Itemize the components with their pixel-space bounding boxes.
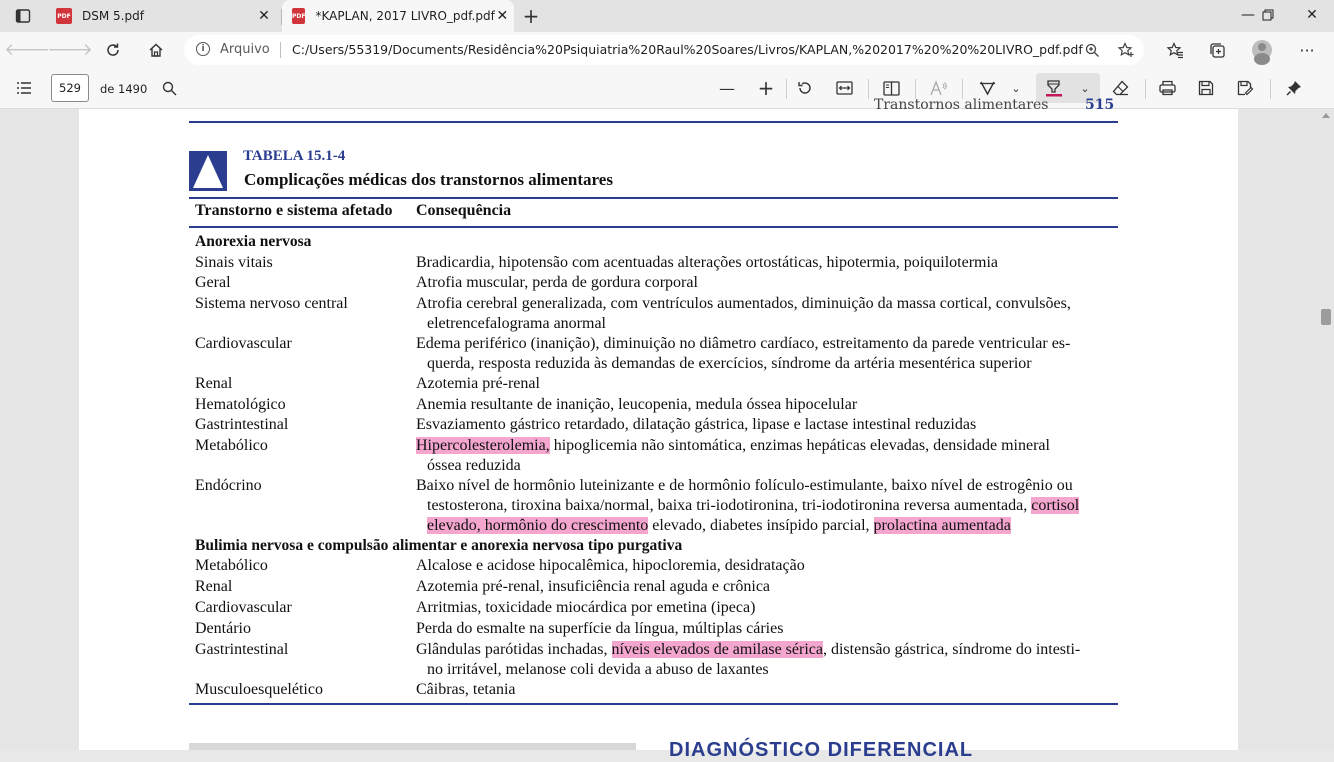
row-consequence — [416, 640, 1136, 680]
tab-actions-button[interactable] — [6, 4, 40, 28]
add-favorite-icon[interactable] — [1114, 38, 1138, 62]
text-run: elevado, diabetes insípido parcial, — [648, 517, 874, 534]
find-button[interactable] — [154, 74, 184, 102]
save-icon — [1198, 80, 1214, 96]
save-as-button[interactable] — [1230, 74, 1260, 102]
text-run: testosterona, tiroxina baixa/normal, baixa tri-iodotironina, tri-iodotironina reversa aumentada, — [427, 497, 1032, 514]
tab-actions-icon — [15, 8, 31, 24]
next-section-heading: DIAGNÓSTICO DIFERENCIAL — [669, 739, 974, 761]
zoom-icon[interactable] — [1080, 38, 1104, 62]
close-tab-button[interactable]: ✕ — [258, 8, 270, 24]
toolbar-separator — [962, 79, 963, 99]
column-header-consequence: Consequência — [416, 202, 512, 219]
row-system: Renal — [195, 578, 233, 595]
highlight-annotation[interactable]: Hipercolesterolemia, — [416, 437, 550, 454]
draw-options-chevron-down-icon[interactable]: ⌄ — [1011, 81, 1021, 95]
refresh-button[interactable] — [98, 36, 128, 64]
zoom-out-button[interactable]: — — [719, 78, 735, 98]
list-icon — [16, 81, 32, 95]
url-text[interactable]: C:/Users/55319/Documents/Residência%20Psiquiatria%20Raul%20Soares/Livros/KAPLAN,%202017%20%20%20LIVRO_pdf.pdf — [292, 42, 1083, 57]
tab-kaplan[interactable] — [282, 0, 514, 32]
consequence-line: óssea reduzida — [427, 457, 521, 474]
tab-dsm5[interactable] — [46, 0, 280, 32]
row-system: Renal — [195, 375, 233, 392]
read-aloud-icon — [930, 81, 948, 96]
restore-icon — [1262, 9, 1274, 21]
consequence-line — [416, 436, 1136, 456]
section-heading-bulimia: Bulimia nervosa e compulsão alimentar e anorexia nervosa tipo purgativa — [195, 537, 683, 554]
running-head: Transtornos alimentares — [874, 97, 1049, 113]
pdf-toolbar — [0, 68, 1334, 109]
row-system: Geral — [195, 274, 231, 291]
search-icon — [162, 81, 177, 96]
consequence-line: eletrencefalograma anormal — [427, 315, 606, 332]
highlight-annotation[interactable]: cortisol — [1031, 497, 1080, 514]
row-consequence — [416, 415, 1136, 435]
consequence-line — [416, 496, 1136, 516]
row-consequence — [416, 436, 1136, 476]
row-system: Endócrino — [195, 477, 262, 494]
profile-avatar-icon[interactable] — [1252, 40, 1272, 60]
row-system: Metabólico — [195, 557, 268, 574]
consequence-line: Arritmias, toxicidade miocárdica por emetina (ipeca) — [416, 599, 756, 616]
page-total: de 1490 — [100, 82, 148, 96]
draw-icon — [979, 80, 996, 96]
consequence-line: querda, resposta reduzida às demandas de exercícios, síndrome da artéria mesentérica superior — [427, 355, 1032, 372]
row-consequence — [416, 577, 1136, 597]
table-header-rule — [189, 226, 1118, 228]
page-view-icon — [883, 81, 900, 96]
toolbar-separator — [786, 79, 787, 99]
row-system: Sinais vitais — [195, 254, 273, 271]
favorites-button[interactable] — [1160, 36, 1190, 64]
settings-menu-button[interactable]: ··· — [1299, 40, 1315, 60]
row-system: Gastrintestinal — [195, 416, 289, 433]
highlighter-icon — [1045, 79, 1063, 97]
tab-title: *KAPLAN, 2017 LIVRO_pdf.pdf — [315, 9, 495, 23]
section-heading-anorexia: Anorexia nervosa — [195, 233, 312, 250]
highlight-options-chevron-down-icon[interactable]: ⌄ — [1080, 81, 1090, 95]
consequence-line — [416, 516, 1136, 536]
address-separator — [280, 42, 281, 58]
zoom-in-button[interactable]: + — [757, 76, 775, 100]
row-consequence — [416, 395, 1136, 415]
collections-button[interactable] — [1202, 36, 1232, 64]
toolbar-separator — [1270, 79, 1271, 99]
row-system: Musculoesquelético — [195, 681, 323, 698]
print-button[interactable] — [1152, 74, 1182, 102]
rotate-icon — [797, 80, 813, 96]
row-system: Cardiovascular — [195, 335, 292, 352]
toolbar-separator — [868, 79, 869, 99]
consequence-line: Perda do esmalte na superfície da língua, múltiplas cáries — [416, 620, 784, 637]
consequence-line: Azotemia pré-renal, insuficiência renal aguda e crônica — [416, 578, 771, 595]
info-icon[interactable]: i — [196, 42, 210, 56]
tab-title: DSM 5.pdf — [82, 9, 144, 23]
scroll-up-arrow-icon[interactable] — [1322, 113, 1330, 118]
row-consequence — [416, 253, 1136, 273]
consequence-line: Anemia resultante de inanição, leucopenia, medula óssea hipocelular — [416, 396, 858, 413]
print-icon — [1159, 80, 1176, 96]
row-consequence — [416, 374, 1136, 394]
consequence-line: Esvaziamento gástrico retardado, dilatação gástrica, lipase e lactase intestinal reduzidas — [416, 416, 977, 433]
highlight-annotation[interactable]: prolactina aumentada — [873, 517, 1011, 534]
home-icon — [148, 42, 164, 58]
row-consequence — [416, 598, 1136, 618]
vertical-scrollbar[interactable] — [1318, 109, 1334, 750]
text-run: Glândulas parótidas inchadas, — [416, 641, 612, 658]
restore-button[interactable] — [1248, 0, 1288, 30]
consequence-line: Alcalose e acidose hipocalêmica, hipocloremia, desidratação — [416, 557, 805, 574]
collections-icon — [1209, 42, 1226, 59]
favorites-icon — [1167, 42, 1184, 59]
page-number-input[interactable] — [51, 74, 89, 102]
running-head-page-number: 515 — [1085, 97, 1115, 113]
row-consequence — [416, 294, 1136, 334]
consequence-line: Baixo nível de hormônio luteinizante e de hormônio folículo-estimulante, baixo nível de estrogênio ou — [416, 477, 1073, 494]
row-system: Hematológico — [195, 396, 286, 413]
close-tab-button[interactable]: ✕ — [496, 8, 509, 24]
table-logo — [189, 151, 227, 191]
rotate-button[interactable] — [790, 74, 820, 102]
toolbar-separator — [915, 79, 916, 99]
triangle-logo-icon — [189, 151, 227, 191]
table-of-contents-button[interactable] — [9, 74, 39, 102]
scrollbar-thumb[interactable] — [1321, 309, 1331, 325]
eraser-icon — [1112, 80, 1129, 96]
highlight-annotation[interactable]: elevado, hormônio do crescimento — [427, 517, 649, 534]
sidebar-box-top — [189, 743, 636, 750]
minimize-button[interactable]: — — [1241, 7, 1255, 23]
table-top-rule — [189, 197, 1118, 199]
row-consequence — [416, 476, 1136, 536]
row-system: Cardiovascular — [195, 599, 292, 616]
pin-icon — [1286, 80, 1302, 96]
pdf-file-icon: PDF — [56, 8, 72, 24]
row-system: Gastrintestinal — [195, 641, 289, 658]
fit-width-icon — [836, 81, 853, 95]
forward-button[interactable]: 🡒 — [47, 40, 93, 60]
address-bar-row — [0, 32, 1334, 68]
address-bar[interactable] — [184, 35, 1144, 65]
home-button[interactable] — [141, 36, 171, 64]
table-bottom-rule — [189, 703, 1118, 705]
row-system: Sistema nervoso central — [195, 295, 348, 312]
consequence-line: Azotemia pré-renal — [416, 375, 540, 392]
title-bar — [0, 0, 1334, 32]
consequence-line — [416, 640, 1136, 660]
pdf-page — [79, 97, 1238, 761]
consequence-line: Atrofia muscular, perda de gordura corporal — [416, 274, 698, 291]
consequence-line: Edema periférico (inanição), diminuição no diâmetro cardíaco, estreitamento da parede ventricular es- — [416, 335, 1071, 352]
row-consequence — [416, 334, 1136, 374]
header-rule — [189, 121, 1118, 123]
back-button[interactable]: 🡐 — [4, 40, 50, 60]
table-label: TABELA 15.1-4 — [243, 148, 346, 164]
refresh-icon — [105, 42, 121, 58]
row-consequence — [416, 619, 1136, 639]
consequence-line: Bradicardia, hipotensão com acentuadas alterações ortostáticas, hipotermia, poiquilotermia — [416, 254, 999, 271]
text-run: , distensão gástrica, síndrome do intesti- — [822, 641, 1081, 658]
fit-to-width-button[interactable] — [829, 74, 859, 102]
column-header-system: Transtorno e sistema afetado — [195, 202, 393, 219]
row-system: Metabólico — [195, 437, 268, 454]
save-as-icon — [1237, 80, 1254, 96]
pdf-viewer[interactable] — [0, 97, 1334, 761]
highlight-annotation[interactable]: níveis elevados de amilase sérica — [611, 641, 823, 658]
row-consequence — [416, 556, 1136, 576]
row-consequence — [416, 680, 1136, 700]
table-title: Complicações médicas dos transtornos alimentares — [244, 170, 613, 189]
pin-toolbar-button[interactable] — [1279, 74, 1309, 102]
consequence-line: Câibras, tetania — [416, 681, 516, 698]
new-tab-button[interactable]: + — [522, 4, 540, 28]
row-consequence — [416, 273, 1136, 293]
row-system: Dentário — [195, 620, 251, 637]
close-window-button[interactable]: ✕ — [1306, 7, 1318, 23]
toolbar-separator — [1145, 79, 1146, 99]
save-button[interactable] — [1191, 74, 1221, 102]
site-label: Arquivo — [220, 42, 270, 57]
consequence-line: Atrofia cerebral generalizada, com ventrículos aumentados, diminuição da massa cortical, convulsões, — [416, 295, 1071, 312]
consequence-line: no irritável, melanose coli devida a abuso de laxantes — [427, 661, 769, 678]
text-run: hipoglicemia não sintomática, enzimas hepáticas elevadas, densidade mineral — [549, 437, 1050, 454]
pdf-file-icon: PDF — [292, 8, 305, 24]
